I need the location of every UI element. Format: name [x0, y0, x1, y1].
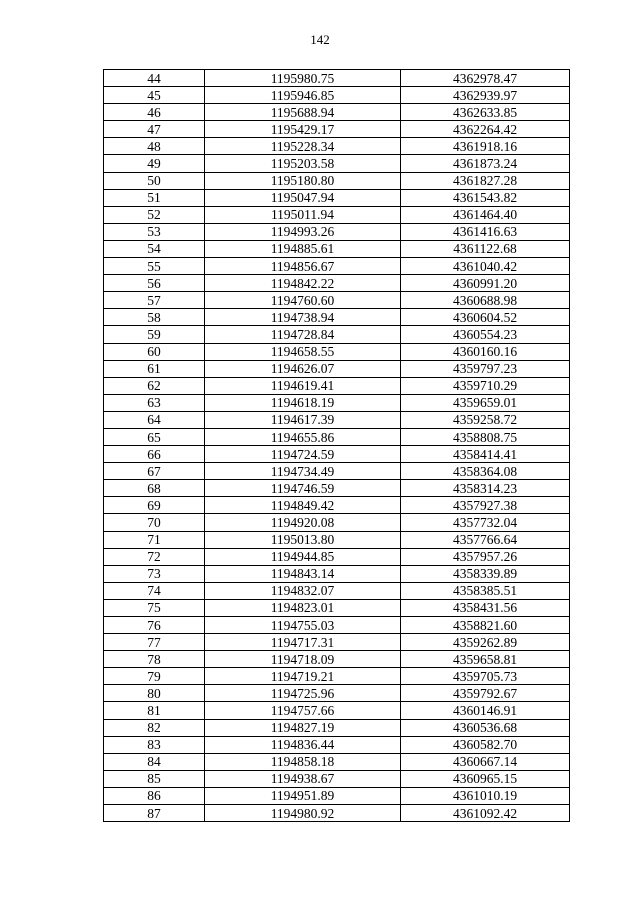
- y-coordinate-cell: 4361464.40: [401, 206, 570, 223]
- point-number-cell: 58: [104, 309, 205, 326]
- point-number-cell: 81: [104, 702, 205, 719]
- point-number-cell: 80: [104, 685, 205, 702]
- table-row: [104, 651, 570, 668]
- x-coordinate-cell: 1195228.34: [205, 138, 401, 155]
- point-number-cell: 45: [104, 87, 205, 104]
- point-number-cell: 83: [104, 736, 205, 753]
- table-row: [104, 702, 570, 719]
- table-row: [104, 292, 570, 309]
- table-row: [104, 411, 570, 428]
- x-coordinate-cell: 1194938.67: [205, 770, 401, 787]
- x-coordinate-cell: 1195946.85: [205, 87, 401, 104]
- point-number-cell: 72: [104, 548, 205, 565]
- x-coordinate-cell: 1194858.18: [205, 753, 401, 770]
- y-coordinate-cell: 4360604.52: [401, 309, 570, 326]
- x-coordinate-cell: 1194849.42: [205, 497, 401, 514]
- y-coordinate-cell: 4359797.23: [401, 360, 570, 377]
- table-row: [104, 343, 570, 360]
- table-row: [104, 770, 570, 787]
- point-number-cell: 67: [104, 463, 205, 480]
- x-coordinate-cell: 1194658.55: [205, 343, 401, 360]
- table-row: [104, 787, 570, 804]
- table-row: [104, 240, 570, 257]
- table-row: [104, 634, 570, 651]
- point-number-cell: 76: [104, 617, 205, 634]
- table-row: [104, 582, 570, 599]
- y-coordinate-cell: 4362633.85: [401, 104, 570, 121]
- table-row: [104, 736, 570, 753]
- point-number-cell: 62: [104, 377, 205, 394]
- table-row: [104, 189, 570, 206]
- x-coordinate-cell: 1194719.21: [205, 668, 401, 685]
- y-coordinate-cell: 4358385.51: [401, 582, 570, 599]
- point-number-cell: 64: [104, 411, 205, 428]
- point-number-cell: 61: [104, 360, 205, 377]
- y-coordinate-cell: 4358431.56: [401, 599, 570, 616]
- x-coordinate-cell: 1194827.19: [205, 719, 401, 736]
- x-coordinate-cell: 1194619.41: [205, 377, 401, 394]
- x-coordinate-cell: 1195013.80: [205, 531, 401, 548]
- point-number-cell: 54: [104, 240, 205, 257]
- table-row: [104, 223, 570, 240]
- y-coordinate-cell: 4362939.97: [401, 87, 570, 104]
- x-coordinate-cell: 1194885.61: [205, 240, 401, 257]
- table-row: [104, 394, 570, 411]
- point-number-cell: 86: [104, 787, 205, 804]
- point-number-cell: 79: [104, 668, 205, 685]
- x-coordinate-cell: 1194944.85: [205, 548, 401, 565]
- table-row: [104, 514, 570, 531]
- y-coordinate-cell: 4361827.28: [401, 172, 570, 189]
- point-number-cell: 47: [104, 121, 205, 138]
- x-coordinate-cell: 1195047.94: [205, 189, 401, 206]
- point-number-cell: 56: [104, 275, 205, 292]
- y-coordinate-cell: 4357732.04: [401, 514, 570, 531]
- table-row: [104, 70, 570, 87]
- y-coordinate-cell: 4358821.60: [401, 617, 570, 634]
- table-row: [104, 172, 570, 189]
- table-row: [104, 155, 570, 172]
- y-coordinate-cell: 4359659.01: [401, 394, 570, 411]
- table-row: [104, 428, 570, 445]
- table-row: [104, 463, 570, 480]
- point-number-cell: 48: [104, 138, 205, 155]
- point-number-cell: 52: [104, 206, 205, 223]
- x-coordinate-cell: 1195980.75: [205, 70, 401, 87]
- page-number: 142: [310, 32, 330, 47]
- x-coordinate-cell: 1194760.60: [205, 292, 401, 309]
- y-coordinate-cell: 4359792.67: [401, 685, 570, 702]
- x-coordinate-cell: 1194725.96: [205, 685, 401, 702]
- x-coordinate-cell: 1194655.86: [205, 428, 401, 445]
- point-number-cell: 44: [104, 70, 205, 87]
- point-number-cell: 55: [104, 258, 205, 275]
- table-row: [104, 360, 570, 377]
- point-number-cell: 84: [104, 753, 205, 770]
- y-coordinate-cell: 4360965.15: [401, 770, 570, 787]
- x-coordinate-cell: 1194618.19: [205, 394, 401, 411]
- point-number-cell: 51: [104, 189, 205, 206]
- point-number-cell: 71: [104, 531, 205, 548]
- x-coordinate-cell: 1194757.66: [205, 702, 401, 719]
- x-coordinate-cell: 1195429.17: [205, 121, 401, 138]
- x-coordinate-cell: 1195011.94: [205, 206, 401, 223]
- x-coordinate-cell: 1194626.07: [205, 360, 401, 377]
- table-row: [104, 617, 570, 634]
- x-coordinate-cell: 1194746.59: [205, 480, 401, 497]
- x-coordinate-cell: 1195688.94: [205, 104, 401, 121]
- y-coordinate-cell: 4360554.23: [401, 326, 570, 343]
- y-coordinate-cell: 4361873.24: [401, 155, 570, 172]
- point-number-cell: 57: [104, 292, 205, 309]
- y-coordinate-cell: 4358808.75: [401, 428, 570, 445]
- y-coordinate-cell: 4361010.19: [401, 787, 570, 804]
- y-coordinate-cell: 4361040.42: [401, 258, 570, 275]
- table-row: [104, 805, 570, 822]
- y-coordinate-cell: 4361416.63: [401, 223, 570, 240]
- y-coordinate-cell: 4359710.29: [401, 377, 570, 394]
- table-row: [104, 206, 570, 223]
- table-row: [104, 258, 570, 275]
- point-number-cell: 87: [104, 805, 205, 822]
- table-row: [104, 531, 570, 548]
- y-coordinate-cell: 4359258.72: [401, 411, 570, 428]
- point-number-cell: 82: [104, 719, 205, 736]
- y-coordinate-cell: 4358364.08: [401, 463, 570, 480]
- point-number-cell: 75: [104, 599, 205, 616]
- point-number-cell: 69: [104, 497, 205, 514]
- y-coordinate-cell: 4362978.47: [401, 70, 570, 87]
- table-row: [104, 309, 570, 326]
- table-row: [104, 446, 570, 463]
- table-row: [104, 377, 570, 394]
- x-coordinate-cell: 1194738.94: [205, 309, 401, 326]
- x-coordinate-cell: 1194920.08: [205, 514, 401, 531]
- table-row: [104, 565, 570, 582]
- table-row: [104, 480, 570, 497]
- table-row: [104, 668, 570, 685]
- x-coordinate-cell: 1194823.01: [205, 599, 401, 616]
- x-coordinate-cell: 1194832.07: [205, 582, 401, 599]
- coordinates-table-body: [104, 70, 570, 822]
- y-coordinate-cell: 4361918.16: [401, 138, 570, 155]
- y-coordinate-cell: 4357766.64: [401, 531, 570, 548]
- x-coordinate-cell: 1195203.58: [205, 155, 401, 172]
- y-coordinate-cell: 4358314.23: [401, 480, 570, 497]
- x-coordinate-cell: 1194842.22: [205, 275, 401, 292]
- table-row: [104, 104, 570, 121]
- table-row: [104, 326, 570, 343]
- y-coordinate-cell: 4359658.81: [401, 651, 570, 668]
- y-coordinate-cell: 4361092.42: [401, 805, 570, 822]
- point-number-cell: 53: [104, 223, 205, 240]
- x-coordinate-cell: 1194717.31: [205, 634, 401, 651]
- y-coordinate-cell: 4357927.38: [401, 497, 570, 514]
- table-row: [104, 685, 570, 702]
- point-number-cell: 60: [104, 343, 205, 360]
- y-coordinate-cell: 4362264.42: [401, 121, 570, 138]
- x-coordinate-cell: 1194980.92: [205, 805, 401, 822]
- y-coordinate-cell: 4360160.16: [401, 343, 570, 360]
- y-coordinate-cell: 4360536.68: [401, 719, 570, 736]
- x-coordinate-cell: 1194951.89: [205, 787, 401, 804]
- table-row: [104, 275, 570, 292]
- table-row: [104, 497, 570, 514]
- y-coordinate-cell: 4361543.82: [401, 189, 570, 206]
- x-coordinate-cell: 1194728.84: [205, 326, 401, 343]
- point-number-cell: 78: [104, 651, 205, 668]
- point-number-cell: 77: [104, 634, 205, 651]
- y-coordinate-cell: 4360582.70: [401, 736, 570, 753]
- y-coordinate-cell: 4360688.98: [401, 292, 570, 309]
- x-coordinate-cell: 1195180.80: [205, 172, 401, 189]
- coordinates-table: [103, 69, 570, 822]
- y-coordinate-cell: 4359705.73: [401, 668, 570, 685]
- x-coordinate-cell: 1194836.44: [205, 736, 401, 753]
- x-coordinate-cell: 1194724.59: [205, 446, 401, 463]
- x-coordinate-cell: 1194993.26: [205, 223, 401, 240]
- x-coordinate-cell: 1194856.67: [205, 258, 401, 275]
- y-coordinate-cell: 4358414.41: [401, 446, 570, 463]
- x-coordinate-cell: 1194755.03: [205, 617, 401, 634]
- y-coordinate-cell: 4360146.91: [401, 702, 570, 719]
- point-number-cell: 65: [104, 428, 205, 445]
- point-number-cell: 85: [104, 770, 205, 787]
- x-coordinate-cell: 1194843.14: [205, 565, 401, 582]
- point-number-cell: 68: [104, 480, 205, 497]
- y-coordinate-cell: 4357957.26: [401, 548, 570, 565]
- point-number-cell: 70: [104, 514, 205, 531]
- table-row: [104, 599, 570, 616]
- point-number-cell: 46: [104, 104, 205, 121]
- table-row: [104, 719, 570, 736]
- x-coordinate-cell: 1194617.39: [205, 411, 401, 428]
- point-number-cell: 74: [104, 582, 205, 599]
- point-number-cell: 49: [104, 155, 205, 172]
- y-coordinate-cell: 4360667.14: [401, 753, 570, 770]
- table-row: [104, 121, 570, 138]
- table-row: [104, 87, 570, 104]
- y-coordinate-cell: 4358339.89: [401, 565, 570, 582]
- point-number-cell: 59: [104, 326, 205, 343]
- point-number-cell: 63: [104, 394, 205, 411]
- x-coordinate-cell: 1194734.49: [205, 463, 401, 480]
- point-number-cell: 50: [104, 172, 205, 189]
- point-number-cell: 66: [104, 446, 205, 463]
- x-coordinate-cell: 1194718.09: [205, 651, 401, 668]
- table-row: [104, 548, 570, 565]
- y-coordinate-cell: 4359262.89: [401, 634, 570, 651]
- y-coordinate-cell: 4360991.20: [401, 275, 570, 292]
- table-row: [104, 138, 570, 155]
- point-number-cell: 73: [104, 565, 205, 582]
- table-row: [104, 753, 570, 770]
- y-coordinate-cell: 4361122.68: [401, 240, 570, 257]
